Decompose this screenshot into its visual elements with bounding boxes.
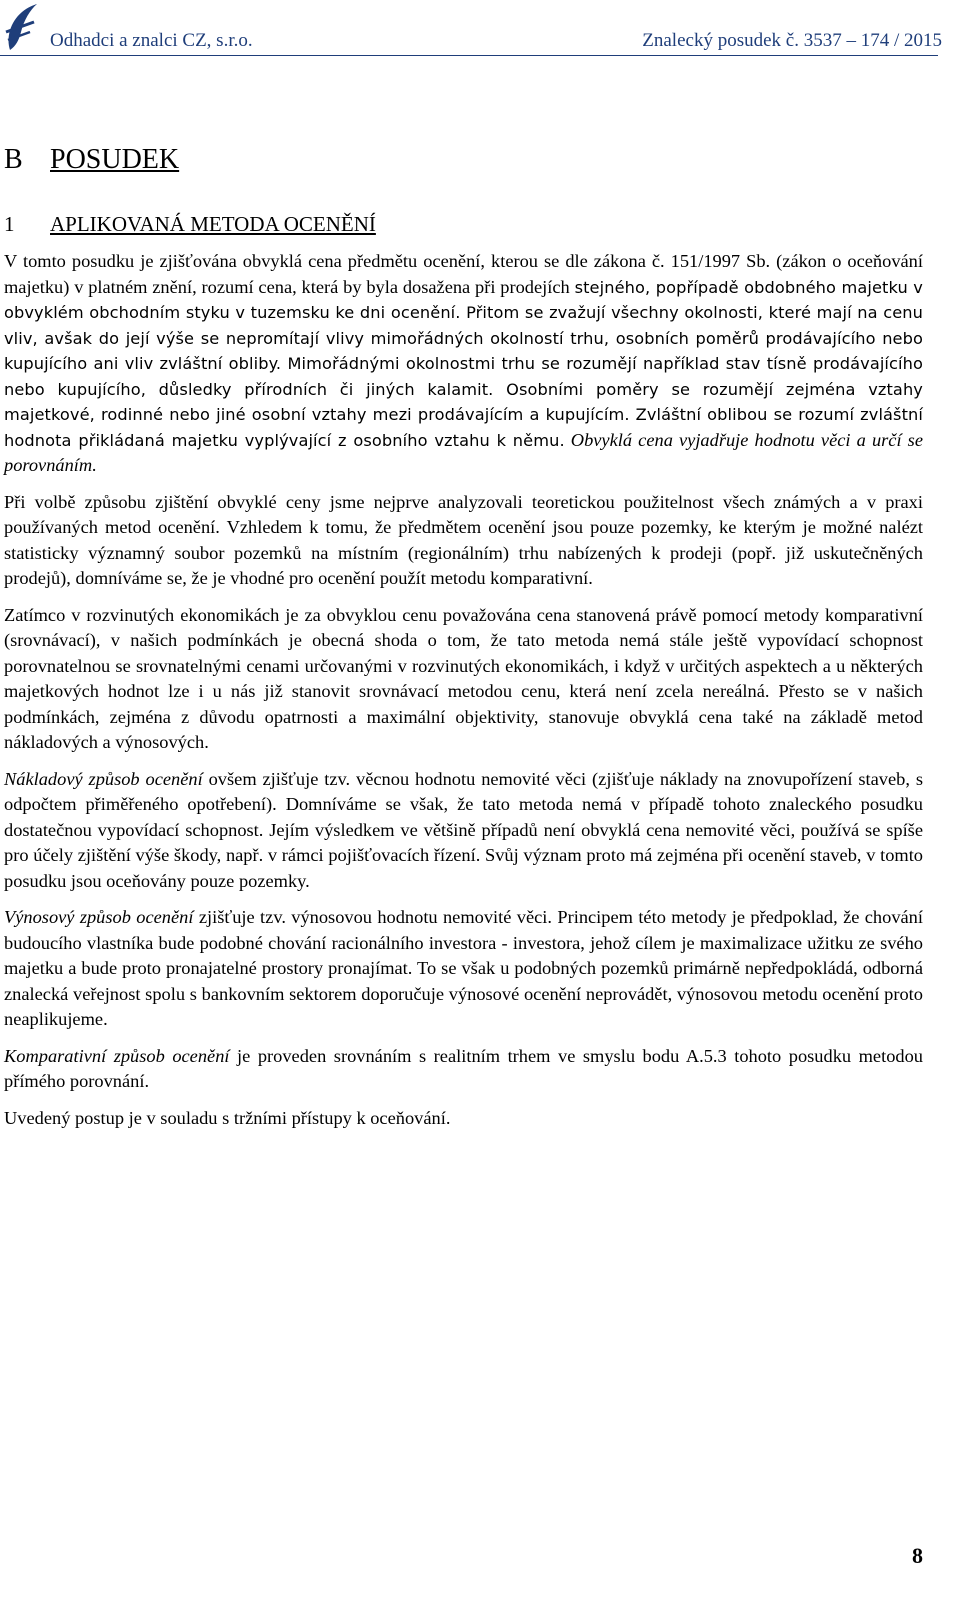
paragraph-1-serif: V tomto posudku je zjišťována obvyklá cena předmětu ocenění, kterou se dle zákona č. 151/1997 Sb. (zákon o oceňování majetku) v platném znění, rozumí cena, která by byla dosažena při prodejích bbox=[4, 251, 923, 297]
paragraph-1-italic: Obvyklá cena vyjadřuje hodnotu věci a určí se porovnáním. bbox=[4, 429, 923, 475]
paragraph-obvykla-cena bbox=[4, 249, 923, 479]
komparativni-lead: Komparativní způsob ocenění bbox=[4, 1045, 230, 1066]
page-number: 8 bbox=[912, 1543, 923, 1568]
section-1-title: APLIKOVANÁ METODA OCENĚNÍ bbox=[50, 212, 376, 236]
vynosovy-lead: Výnosový způsob ocenění bbox=[4, 907, 194, 927]
document-body bbox=[4, 140, 923, 1131]
header-company: Odhadci a znalci CZ, s.r.o. bbox=[50, 30, 253, 51]
paragraph-komparativni bbox=[4, 1044, 923, 1095]
paragraph-rozvinute-ekonomiky: Zatímco v rozvinutých ekonomikách je za obvyklou cenu považována cena stanovená právě pomocí metody komparativní (srovnávací), v našich podmínkách je obecná shoda o tom, že tato metoda nemá stále ještě vypovídací schopnost porovnatelnou se srovnatelnými cenami určovanými v rozvinutých ekonomikách, i když v určitých aspektech a u některých majetkových hodnot lze i u nás již stanovit srovnávací metodou cenu, která není zcela nereálná. Přesto se v našich podmínkách, zejména z důvodu opatrnosti a maximální objektivity, stanovuje obvyklá cena také na základě metod nákladových a výnosových. bbox=[4, 604, 923, 752]
paragraph-1-sans: stejného, popřípadě obdobného majetku v obvyklém obchodním styku v tuzemsku ke dni ocenění. Přitom se zvažují všechny okolnosti, které mají na cenu vliv, avšak do její výše se nepromítají vlivy mimořádných okolností trhu, osobních poměrů prodávajícího nebo kupujícího ani vliv zvláštní obliby. Mimořádnými okolnostmi trhu se rozumějí například stav tísně prodávajícího nebo kupujícího, důsledky přírodních či jiných kalamit. Osobními poměry se rozumějí zejména vztahy majetkové, rodinné nebo jiné osobní vztahy mezi prodávajícím a kupujícím. Zvláštní oblibou se rozumí zvláštní hodnota přikládaná majetku vyplývající z osobního vztahu k němu. bbox=[4, 277, 923, 450]
company-logo-icon bbox=[4, 2, 38, 52]
section-b-number: B bbox=[4, 144, 23, 175]
paragraph-uvedeny-postup: Uvedený postup je v souladu s tržními přístupy k oceňování. bbox=[4, 1107, 451, 1128]
nakladovy-lead: Nákladový způsob ocenění bbox=[4, 768, 203, 789]
komparativni-text: je proveden srovnáním s realitním trhem ve smyslu bodu A.5.3 tohoto posudku metodou přímého porovnání. bbox=[4, 1045, 923, 1091]
paragraph-volba-zpusobu: Při volbě způsobu zjištění obvyklé ceny jsme nejprve analyzovali teoretickou použitelnost všech známých a v praxi používaných metod ocenění. Vzhledem k tomu, že předmětem ocenění jsou pouze pozemky, ke kterým je možné nalézt statisticky významný soubor pozemků na místním (regionálním) trhu nabízených k prodeji (popř. již uskutečněných prodejů), domníváme se, že je vhodné pro ocenění použít metodu komparativní. bbox=[4, 491, 923, 588]
paragraph-nakladovy bbox=[4, 767, 923, 895]
section-1-number: 1 bbox=[4, 212, 15, 236]
page-header bbox=[0, 0, 960, 58]
paragraph-vynosovy bbox=[4, 905, 923, 1033]
vynosovy-text: zjišťuje tzv. výnosovou hodnotu nemovité věci. Principem této metody je předpoklad, že chování budoucího vlastníka bude podobné chování racionálního investora - investora, jehož cílem je maximalizace užitku ze svého majetku a bude proto pronajatelné prostory pronajímat. To se však u podobných pozemků primárně nepředpokládá, odborná znalecká veřejnost spolu s bankovním sektorem doporučuje výnosové ocenění neprovádět, výnosovou metodu ocenění proto neaplikujeme. bbox=[4, 907, 923, 1029]
section-b-title: POSUDEK bbox=[50, 144, 180, 175]
header-divider bbox=[0, 55, 938, 56]
section-b-heading bbox=[4, 140, 923, 184]
nakladovy-text: ovšem zjišťuje tzv. věcnou hodnotu nemovité věci (zjišťuje náklady na znovupořízení staveb, s odpočtem přiměřeného opotřebení). Domníváme se však, že tato metoda nemá v případě tohoto znaleckého posudku dostatečnou vypovídací schopnost. Jejím výsledkem ve většině případů není obvyklá cena nemovité věci, používá se spíše pro účely zjištění výše škody, např. v rámci pojišťovacích řízení. Svůj význam proto má zejména při ocenění staveb, v tomto posudku jsou oceňovány pouze pozemky. bbox=[4, 768, 924, 891]
header-report-ref: Znalecký posudek č. 3537 – 174 / 2015 bbox=[642, 30, 942, 51]
section-1-heading bbox=[4, 209, 923, 239]
